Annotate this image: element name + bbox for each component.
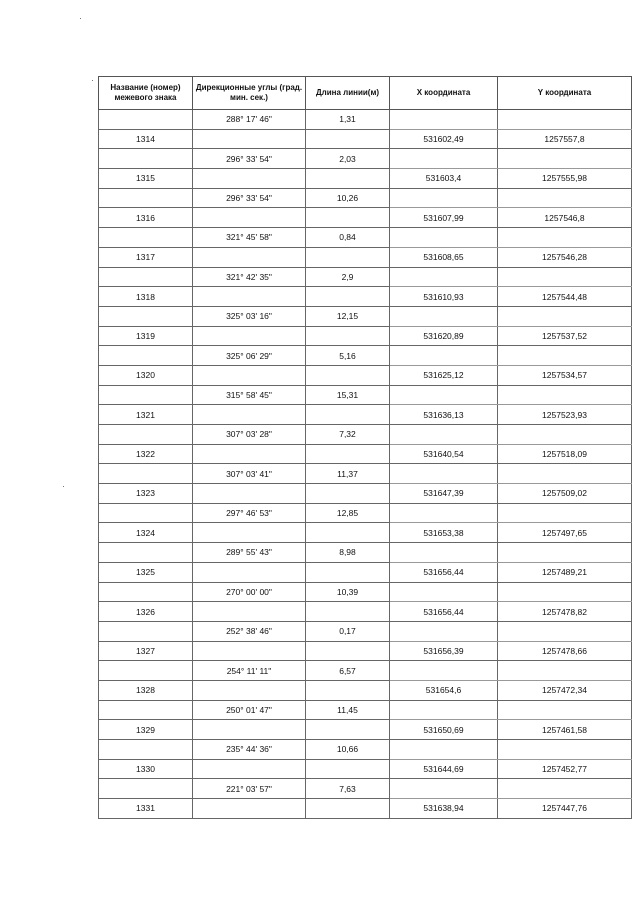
direction-angle-cell — [193, 405, 306, 425]
direction-angle-cell: 288° 17' 46" — [193, 110, 306, 130]
line-length-cell: 8,98 — [306, 543, 390, 563]
boundary-point-row — [99, 562, 632, 582]
y-coordinate-cell — [498, 779, 632, 799]
direction-angle-cell — [193, 247, 306, 267]
direction-angle-cell: 221° 03' 57" — [193, 779, 306, 799]
y-coordinate-cell — [498, 661, 632, 681]
y-coordinate-cell — [498, 385, 632, 405]
direction-angle-cell: 250° 01' 47" — [193, 700, 306, 720]
boundary-point-row — [99, 129, 632, 149]
y-coordinate-cell — [498, 110, 632, 130]
point-name-cell: 1323 — [99, 484, 193, 504]
direction-angle-cell — [193, 129, 306, 149]
x-coordinate-cell: 531647,39 — [390, 484, 498, 504]
point-name-cell: 1322 — [99, 444, 193, 464]
point-name-cell — [99, 228, 193, 248]
point-name-cell: 1326 — [99, 602, 193, 622]
table-body — [99, 110, 632, 819]
y-coordinate-cell: 1257447,76 — [498, 799, 632, 819]
line-length-cell: 12,85 — [306, 503, 390, 523]
direction-angle-cell: 254° 11' 11" — [193, 661, 306, 681]
direction-angle-cell — [193, 326, 306, 346]
line-length-cell — [306, 641, 390, 661]
point-name-cell: 1318 — [99, 287, 193, 307]
line-segment-row — [99, 110, 632, 130]
direction-angle-cell: 289° 55' 43" — [193, 543, 306, 563]
boundary-point-row — [99, 759, 632, 779]
direction-angle-cell — [193, 169, 306, 189]
x-coordinate-cell: 531638,94 — [390, 799, 498, 819]
line-length-cell: 2,03 — [306, 149, 390, 169]
line-length-cell: 2,9 — [306, 267, 390, 287]
line-segment-row — [99, 621, 632, 641]
line-length-cell — [306, 129, 390, 149]
line-segment-row — [99, 582, 632, 602]
line-segment-row — [99, 464, 632, 484]
line-length-cell: 11,37 — [306, 464, 390, 484]
line-length-cell: 7,63 — [306, 779, 390, 799]
line-length-cell: 15,31 — [306, 385, 390, 405]
y-coordinate-cell — [498, 346, 632, 366]
y-coordinate-cell — [498, 149, 632, 169]
point-name-cell — [99, 779, 193, 799]
x-coordinate-cell: 531636,13 — [390, 405, 498, 425]
y-coordinate-cell: 1257557,8 — [498, 129, 632, 149]
x-coordinate-cell: 531607,99 — [390, 208, 498, 228]
point-name-cell — [99, 621, 193, 641]
direction-angle-cell: 325° 03' 16" — [193, 306, 306, 326]
line-length-cell — [306, 602, 390, 622]
x-coordinate-cell — [390, 228, 498, 248]
line-length-cell: 7,32 — [306, 425, 390, 445]
point-name-cell: 1325 — [99, 562, 193, 582]
point-name-cell: 1331 — [99, 799, 193, 819]
y-coordinate-cell — [498, 621, 632, 641]
direction-angle-cell — [193, 799, 306, 819]
boundary-point-row — [99, 799, 632, 819]
direction-angle-cell — [193, 602, 306, 622]
direction-angle-cell: 252° 38' 46" — [193, 621, 306, 641]
x-coordinate-cell — [390, 385, 498, 405]
line-segment-row — [99, 700, 632, 720]
point-name-cell — [99, 700, 193, 720]
point-name-cell: 1317 — [99, 247, 193, 267]
y-coordinate-cell: 1257489,21 — [498, 562, 632, 582]
direction-angle-cell — [193, 287, 306, 307]
y-coordinate-cell — [498, 188, 632, 208]
y-coordinate-cell — [498, 267, 632, 287]
line-length-cell — [306, 326, 390, 346]
direction-angle-cell — [193, 484, 306, 504]
x-coordinate-cell — [390, 779, 498, 799]
line-length-cell — [306, 523, 390, 543]
header-name: Название (номер) межевого знака — [99, 77, 193, 110]
line-length-cell: 10,66 — [306, 740, 390, 760]
point-name-cell: 1314 — [99, 129, 193, 149]
line-length-cell — [306, 680, 390, 700]
line-length-cell: 12,15 — [306, 306, 390, 326]
y-coordinate-cell: 1257472,34 — [498, 680, 632, 700]
direction-angle-cell: 235° 44' 36" — [193, 740, 306, 760]
line-segment-row — [99, 503, 632, 523]
line-length-cell: 10,26 — [306, 188, 390, 208]
point-name-cell — [99, 425, 193, 445]
direction-angle-cell — [193, 365, 306, 385]
y-coordinate-cell: 1257544,48 — [498, 287, 632, 307]
x-coordinate-cell: 531625,12 — [390, 365, 498, 385]
boundary-point-row — [99, 365, 632, 385]
header-y: Y координата — [498, 77, 632, 110]
y-coordinate-cell: 1257478,66 — [498, 641, 632, 661]
table-header-row — [99, 77, 632, 110]
point-name-cell — [99, 110, 193, 130]
y-coordinate-cell: 1257523,93 — [498, 405, 632, 425]
boundary-point-row — [99, 484, 632, 504]
point-name-cell: 1327 — [99, 641, 193, 661]
direction-angle-cell — [193, 562, 306, 582]
direction-angle-cell: 321° 45' 58" — [193, 228, 306, 248]
x-coordinate-cell: 531654,6 — [390, 680, 498, 700]
y-coordinate-cell: 1257546,8 — [498, 208, 632, 228]
point-name-cell — [99, 267, 193, 287]
x-coordinate-cell: 531602,49 — [390, 129, 498, 149]
y-coordinate-cell — [498, 582, 632, 602]
line-segment-row — [99, 149, 632, 169]
x-coordinate-cell: 531603,4 — [390, 169, 498, 189]
y-coordinate-cell — [498, 464, 632, 484]
point-name-cell — [99, 740, 193, 760]
y-coordinate-cell: 1257497,65 — [498, 523, 632, 543]
line-length-cell: 10,39 — [306, 582, 390, 602]
y-coordinate-cell — [498, 543, 632, 563]
point-name-cell — [99, 385, 193, 405]
x-coordinate-cell — [390, 346, 498, 366]
point-name-cell — [99, 582, 193, 602]
direction-angle-cell — [193, 759, 306, 779]
boundary-point-row — [99, 405, 632, 425]
direction-angle-cell: 325° 06' 29" — [193, 346, 306, 366]
point-name-cell: 1321 — [99, 405, 193, 425]
direction-angle-cell — [193, 720, 306, 740]
boundary-point-row — [99, 208, 632, 228]
direction-angle-cell: 321° 42' 35" — [193, 267, 306, 287]
line-segment-row — [99, 543, 632, 563]
direction-angle-cell — [193, 523, 306, 543]
scan-speck — [92, 80, 93, 81]
point-name-cell: 1315 — [99, 169, 193, 189]
line-segment-row — [99, 228, 632, 248]
line-segment-row — [99, 425, 632, 445]
point-name-cell: 1316 — [99, 208, 193, 228]
point-name-cell: 1320 — [99, 365, 193, 385]
x-coordinate-cell: 531650,69 — [390, 720, 498, 740]
line-length-cell: 5,16 — [306, 346, 390, 366]
point-name-cell: 1324 — [99, 523, 193, 543]
direction-angle-cell: 296° 33' 54" — [193, 149, 306, 169]
line-length-cell: 0,84 — [306, 228, 390, 248]
boundary-point-row — [99, 169, 632, 189]
point-name-cell — [99, 543, 193, 563]
line-length-cell — [306, 169, 390, 189]
line-length-cell — [306, 759, 390, 779]
y-coordinate-cell: 1257509,02 — [498, 484, 632, 504]
direction-angle-cell — [193, 641, 306, 661]
y-coordinate-cell: 1257518,09 — [498, 444, 632, 464]
line-segment-row — [99, 661, 632, 681]
y-coordinate-cell — [498, 425, 632, 445]
y-coordinate-cell: 1257478,82 — [498, 602, 632, 622]
boundary-point-row — [99, 641, 632, 661]
line-length-cell — [306, 287, 390, 307]
x-coordinate-cell — [390, 188, 498, 208]
point-name-cell: 1330 — [99, 759, 193, 779]
line-length-cell — [306, 247, 390, 267]
x-coordinate-cell: 531653,38 — [390, 523, 498, 543]
y-coordinate-cell: 1257461,58 — [498, 720, 632, 740]
point-name-cell — [99, 306, 193, 326]
line-segment-row — [99, 779, 632, 799]
x-coordinate-cell — [390, 425, 498, 445]
point-name-cell: 1328 — [99, 680, 193, 700]
line-length-cell — [306, 208, 390, 228]
line-length-cell: 6,57 — [306, 661, 390, 681]
y-coordinate-cell — [498, 228, 632, 248]
line-segment-row — [99, 346, 632, 366]
direction-angle-cell: 307° 03' 28" — [193, 425, 306, 445]
y-coordinate-cell: 1257555,98 — [498, 169, 632, 189]
boundary-point-row — [99, 326, 632, 346]
point-name-cell — [99, 188, 193, 208]
line-segment-row — [99, 740, 632, 760]
x-coordinate-cell: 531640,54 — [390, 444, 498, 464]
direction-angle-cell: 297° 46' 53" — [193, 503, 306, 523]
y-coordinate-cell — [498, 306, 632, 326]
line-length-cell: 11,45 — [306, 700, 390, 720]
y-coordinate-cell: 1257537,52 — [498, 326, 632, 346]
x-coordinate-cell — [390, 306, 498, 326]
scan-speck — [63, 486, 64, 487]
point-name-cell — [99, 346, 193, 366]
line-length-cell — [306, 484, 390, 504]
scan-speck — [80, 18, 81, 19]
direction-angle-cell: 307° 03' 41" — [193, 464, 306, 484]
y-coordinate-cell: 1257534,57 — [498, 365, 632, 385]
point-name-cell — [99, 149, 193, 169]
x-coordinate-cell — [390, 464, 498, 484]
y-coordinate-cell — [498, 503, 632, 523]
x-coordinate-cell: 531644,69 — [390, 759, 498, 779]
point-name-cell — [99, 464, 193, 484]
x-coordinate-cell: 531656,44 — [390, 602, 498, 622]
direction-angle-cell — [193, 444, 306, 464]
x-coordinate-cell — [390, 661, 498, 681]
point-name-cell — [99, 661, 193, 681]
y-coordinate-cell — [498, 740, 632, 760]
direction-angle-cell: 270° 00' 00" — [193, 582, 306, 602]
direction-angle-cell: 296° 33' 54" — [193, 188, 306, 208]
boundary-point-row — [99, 680, 632, 700]
boundary-coordinates-table — [98, 76, 632, 819]
y-coordinate-cell: 1257546,28 — [498, 247, 632, 267]
x-coordinate-cell: 531608,65 — [390, 247, 498, 267]
line-length-cell — [306, 720, 390, 740]
x-coordinate-cell: 531620,89 — [390, 326, 498, 346]
point-name-cell: 1319 — [99, 326, 193, 346]
x-coordinate-cell: 531656,44 — [390, 562, 498, 582]
boundary-point-row — [99, 247, 632, 267]
x-coordinate-cell — [390, 110, 498, 130]
boundary-point-row — [99, 444, 632, 464]
line-length-cell — [306, 405, 390, 425]
boundary-point-row — [99, 602, 632, 622]
x-coordinate-cell — [390, 267, 498, 287]
line-length-cell — [306, 365, 390, 385]
boundary-point-row — [99, 523, 632, 543]
header-length: Длина линии(м) — [306, 77, 390, 110]
direction-angle-cell: 315° 58' 45" — [193, 385, 306, 405]
point-name-cell — [99, 503, 193, 523]
line-length-cell — [306, 562, 390, 582]
line-length-cell — [306, 799, 390, 819]
header-x: X координата — [390, 77, 498, 110]
direction-angle-cell — [193, 680, 306, 700]
line-segment-row — [99, 306, 632, 326]
line-segment-row — [99, 385, 632, 405]
x-coordinate-cell: 531610,93 — [390, 287, 498, 307]
line-segment-row — [99, 188, 632, 208]
line-segment-row — [99, 267, 632, 287]
x-coordinate-cell: 531656,39 — [390, 641, 498, 661]
x-coordinate-cell — [390, 543, 498, 563]
line-length-cell: 1,31 — [306, 110, 390, 130]
x-coordinate-cell — [390, 149, 498, 169]
boundary-point-row — [99, 720, 632, 740]
boundary-point-row — [99, 287, 632, 307]
line-length-cell — [306, 444, 390, 464]
direction-angle-cell — [193, 208, 306, 228]
header-angle: Дирекционные углы (град. мин. сек.) — [193, 77, 306, 110]
x-coordinate-cell — [390, 582, 498, 602]
point-name-cell: 1329 — [99, 720, 193, 740]
x-coordinate-cell — [390, 700, 498, 720]
x-coordinate-cell — [390, 503, 498, 523]
x-coordinate-cell — [390, 740, 498, 760]
y-coordinate-cell — [498, 700, 632, 720]
y-coordinate-cell: 1257452,77 — [498, 759, 632, 779]
line-length-cell: 0,17 — [306, 621, 390, 641]
x-coordinate-cell — [390, 621, 498, 641]
